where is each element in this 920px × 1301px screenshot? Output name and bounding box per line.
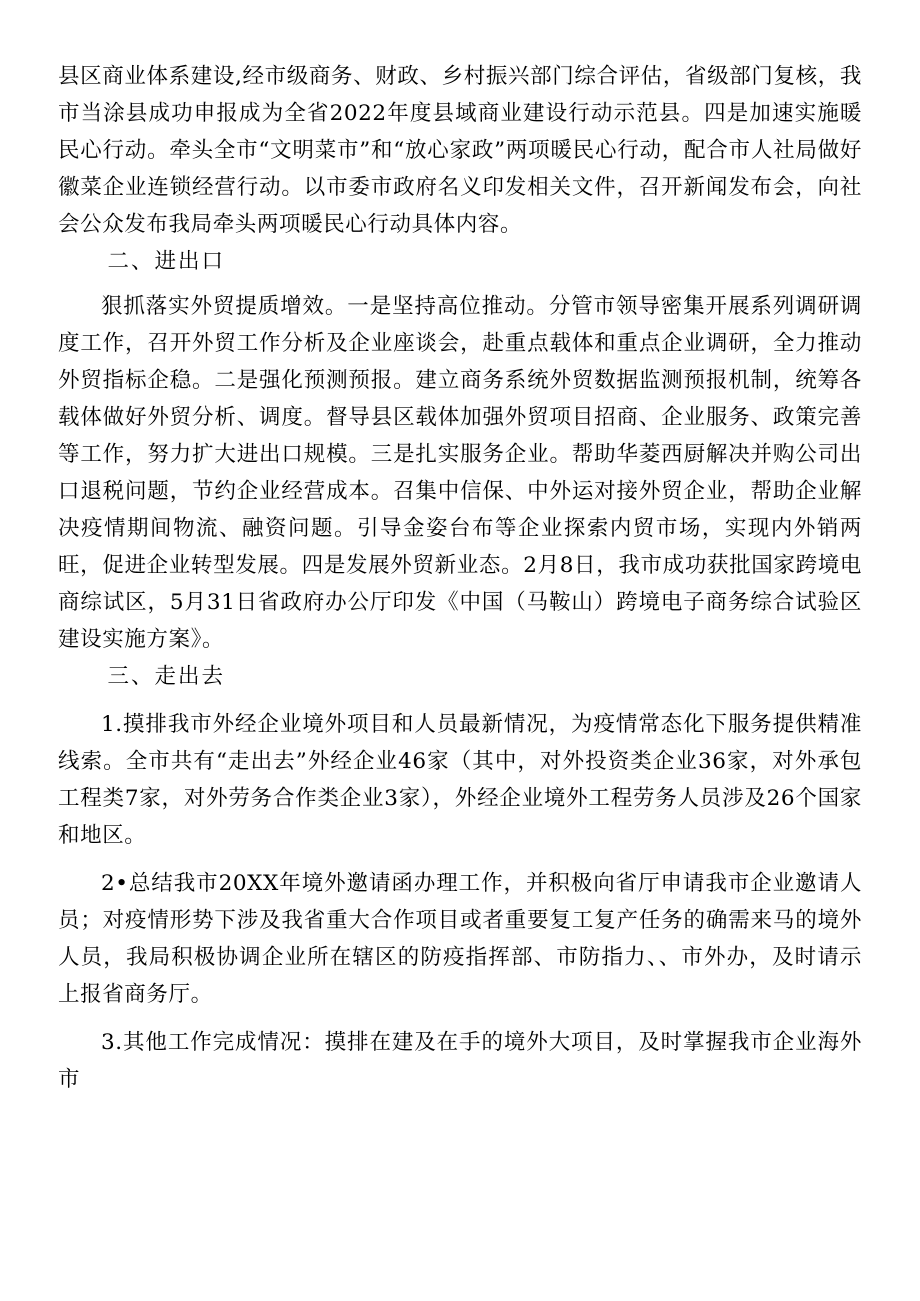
paragraph-foreign-trade: 狠抓落实外贸提质增效。一是坚持高位推动。分管市领导密集开展系列调研调度工作，召开外贸工作分析及企业座谈会，赴重点载体和重点企业调研，全力推动外贸指标企稳。二是强化预测预报。建立商务系统外贸数据监测预报机制，统筹各载体做好外贸分析、调度。督导县区载体加强外贸项目招商、企业服务、政策完善等工作，努力扩大进出口规模。三是扎实服务企业。帮助华菱西厨解决并购公司出口退税问题，节约企业经营成本。召集中信保、中外运对接外贸企业，帮助企业解决疫情期间物流、融资问题。引导金姿台布等企业探索内贸市场，实现内外销两旺，促进企业转型发展。四是发展外贸新业态。2月8日，我市成功获批国家跨境电商综试区，5月31日省政府办公厅印发《中国（马鞍山）跨境电子商务综合试验区建设实施方案》。: [58, 294, 862, 652]
paragraph-item-2: 2•总结我市20XX年境外邀请函办理工作，并积极向省厅申请我市企业邀请人员；对疫情形势下涉及我省重大合作项目或者重要复工复产任务的确需来马的境外人员，我局积极协调企业所在辖区的防疫指挥部、市防指力、、市外办，及时请示上报省商务厅。: [58, 871, 862, 1007]
section-heading-going-global: 三、走出去: [107, 664, 225, 689]
paragraph-item-3: 3.其他工作完成情况：摸排在建及在手的境外大项目，及时掌握我市企业海外市: [58, 1030, 862, 1092]
paragraph-item-1: 1.摸排我市外经企业境外项目和人员最新情况，为疫情常态化下服务提供精准线索。全市共有“走出去”外经企业46家（其中，对外投资类企业36家，对外承包工程类7家，对外劳务合作类企业3家），外经企业境外工程劳务人员涉及26个国家和地区。: [58, 712, 862, 848]
section-heading-import-export: 二、进出口: [107, 249, 225, 274]
paragraph-county-commerce: 县区商业体系建设,经市级商务、财政、乡村振兴部门综合评估，省级部门复核，我市当涂县成功申报成为全省2022年度县域商业建设行动示范县。四是加速实施暖民心行动。牵头全市“文明菜市”和“放心家政”两项暖民心行动，配合市人社局做好徽菜企业连锁经营行动。以市委市政府名义印发相关文件，召开新闻发布会，向社会公众发布我局牵头两项暖民心行动具体内容。: [58, 64, 862, 237]
